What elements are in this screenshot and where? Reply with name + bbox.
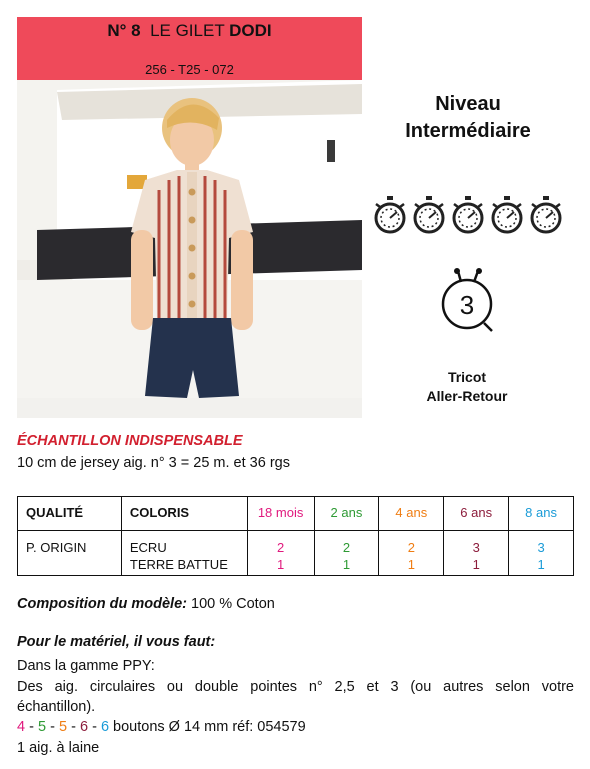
cell-quality: P. ORIGIN <box>18 531 122 576</box>
level-value: Intermédiaire <box>405 120 531 142</box>
cell-qty-8-years <box>509 531 574 576</box>
header-quality: QUALITÉ <box>18 497 122 531</box>
qty-ecru: 2 <box>342 540 351 555</box>
technique-line1: Tricot <box>447 369 487 385</box>
buttons-count-18-months: 4 <box>17 719 26 735</box>
knitting-needle-ball-icon <box>434 267 500 337</box>
difficulty-level <box>378 91 558 145</box>
pattern-title <box>17 21 362 41</box>
cell-qty-18-months <box>247 531 314 576</box>
stopwatch-icon <box>528 195 564 235</box>
qty-ecru: 3 <box>537 540 545 555</box>
pattern-title-prefix: LE GILET <box>150 21 225 40</box>
pattern-number: N° 8 <box>107 21 141 40</box>
pattern-name: DODI <box>229 21 272 40</box>
qty-ecru: 2 <box>407 540 415 555</box>
difficulty-timers <box>372 195 564 237</box>
header-band <box>17 17 362 80</box>
table-header-row <box>18 497 574 531</box>
qty-ecru: 2 <box>276 540 285 555</box>
buttons-text: boutons Ø 14 mm réf: 054579 <box>113 719 306 735</box>
materials-buttons <box>17 717 306 737</box>
qty-terre-battue: 1 <box>276 557 285 572</box>
qty-terre-battue: 1 <box>342 557 351 572</box>
header-size-8-years: 8 ans <box>509 497 574 531</box>
header-colors: COLORIS <box>121 497 247 531</box>
stopwatch-icon <box>411 195 447 235</box>
stopwatch-icon <box>372 195 408 235</box>
materials-wool-needle: 1 aig. à laine <box>17 740 100 756</box>
header-size-6-years: 6 ans <box>444 497 509 531</box>
materials-needles: Des aig. circulaires ou double pointes n° 2,5 et 3 (ou autres selon votre <box>17 679 574 695</box>
buttons-separator: - <box>71 719 76 735</box>
buttons-count-6-years: 6 <box>79 719 89 735</box>
stopwatch-icon <box>450 195 486 235</box>
qty-terre-battue: 1 <box>472 557 480 572</box>
buttons-count-4-years: 5 <box>58 719 68 735</box>
cell-qty-2-years <box>314 531 379 576</box>
qty-ecru: 3 <box>472 540 480 555</box>
color-terre-battue: TERRE BATTUE <box>129 557 228 572</box>
header-size-18-months: 18 mois <box>247 497 314 531</box>
buttons-count-2-years: 5 <box>37 719 47 735</box>
level-label: Niveau <box>435 93 501 115</box>
composition <box>17 596 275 612</box>
buttons-count-8-years: 6 <box>100 719 110 735</box>
gauge-title: ÉCHANTILLON INDISPENSABLE <box>17 433 243 449</box>
materials-title: Pour le matériel, il vous faut: <box>17 634 216 650</box>
buttons-separator: - <box>92 719 97 735</box>
header-size-4-years: 4 ans <box>379 497 444 531</box>
technique-line2: Aller-Retour <box>426 388 508 404</box>
cell-colors <box>121 531 247 576</box>
qty-terre-battue: 1 <box>537 557 545 572</box>
yarn-quantity-table <box>17 496 574 576</box>
composition-label: Composition du modèle: <box>17 596 187 612</box>
materials-range: Dans la gamme PPY: <box>17 658 155 674</box>
color-ecru: ECRU <box>129 540 167 555</box>
knitting-technique <box>392 368 542 406</box>
buttons-separator: - <box>50 719 55 735</box>
table-row <box>18 531 574 576</box>
pattern-reference: 256 - T25 - 072 <box>145 62 234 77</box>
header-size-2-years: 2 ans <box>314 497 379 531</box>
model-photo <box>17 80 362 418</box>
needle-size: 3 <box>459 290 475 320</box>
cell-qty-4-years <box>379 531 444 576</box>
buttons-separator: - <box>29 719 34 735</box>
qty-terre-battue: 1 <box>407 557 415 572</box>
cell-qty-6-years <box>444 531 509 576</box>
composition-value: 100 % Coton <box>191 596 275 612</box>
gauge-text: 10 cm de jersey aig. n° 3 = 25 m. et 36 rgs <box>17 455 290 471</box>
stopwatch-icon <box>489 195 525 235</box>
materials-needles-cont: échantillon). <box>17 699 96 715</box>
